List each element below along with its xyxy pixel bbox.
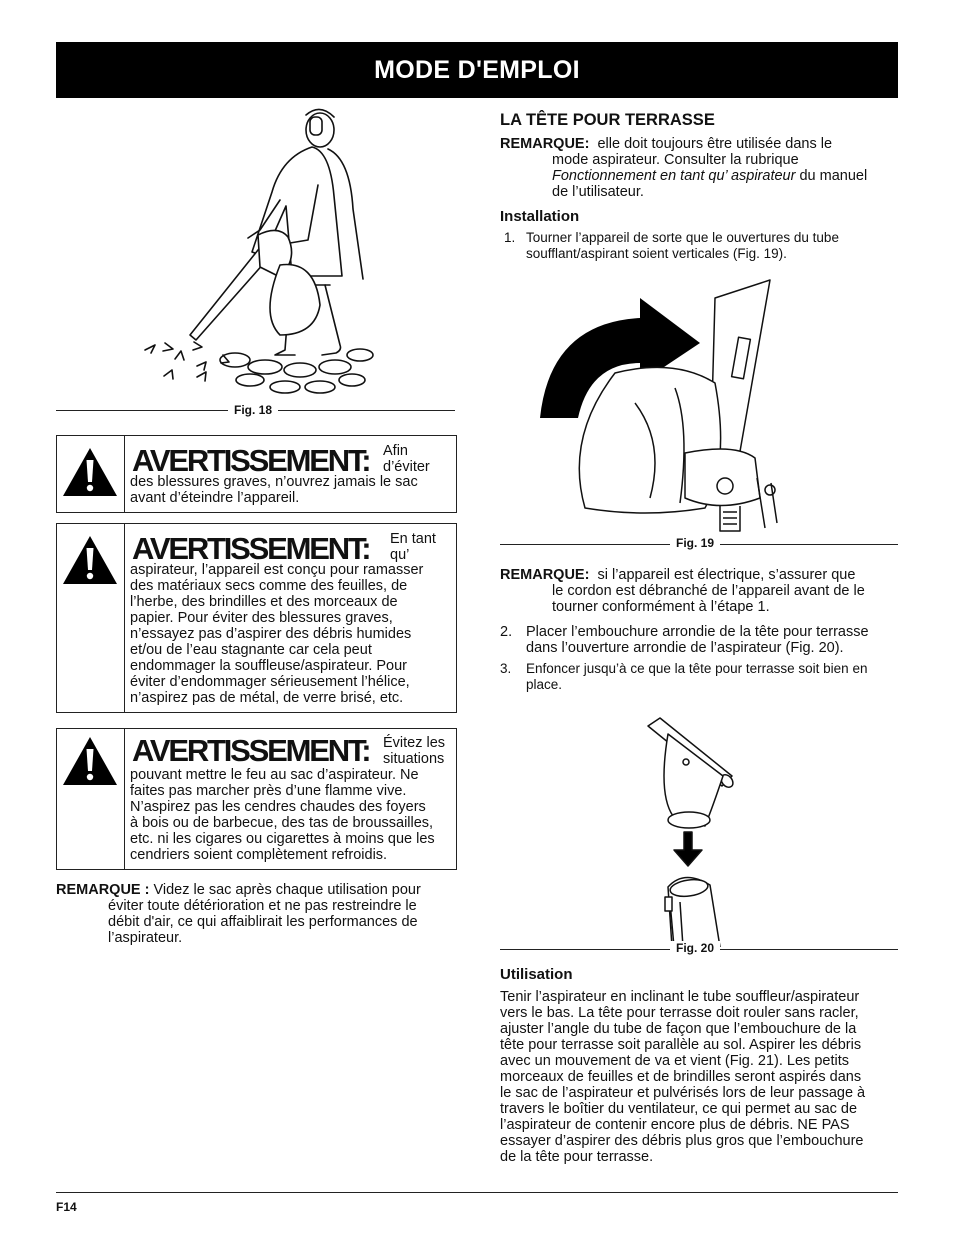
installation-heading: Installation xyxy=(500,208,580,225)
warning-lead-1: Évitez les xyxy=(383,735,446,751)
step-number: 1. xyxy=(504,230,516,245)
warning-title: AVERTISSEMENT: xyxy=(132,733,370,768)
step-2: 2. Placer l’embouchure arrondie de la tête pour terrasse dans l’ouverture arrondie de l’aspirateur (Fig. 20). xyxy=(500,624,869,656)
warning-triangle-icon xyxy=(61,534,119,586)
step-1: 1. Tourner l’appareil de sorte que le ouvertures du tube soufflant/aspirant soient verticales (Fig. 19). xyxy=(504,230,839,261)
fig-18-illustration xyxy=(130,105,390,405)
warning-icon-cell xyxy=(57,729,125,869)
warning-lead-2: qu’ xyxy=(390,547,410,563)
page-header xyxy=(56,42,898,98)
fig-19-illustration xyxy=(535,278,795,538)
warning-icon-cell xyxy=(57,436,125,512)
warning-title: AVERTISSEMENT: xyxy=(132,443,370,478)
warning-lead-1: Afin xyxy=(383,443,408,459)
warning-body: aspirateur, l’appareil est conçu pour ramasser des matériaux secs comme des feuilles, de l’herbe, des brindilles et des morceaux de papier. Pour éviter des blessures graves, n’essayez pas d’aspirer des débris humides et/ou de l’eau stagnante car cela peut endommager la souffleuse/aspirateur. Pour éviter d’endommager sérieusement l’hélice, n’aspirez pas de métal, de verre brisé, etc. xyxy=(130,562,424,706)
step-number: 3. xyxy=(500,661,512,676)
footer-rule xyxy=(56,1192,898,1193)
warning-lead-1: En tant xyxy=(390,531,436,547)
warning-lead-2: situations xyxy=(383,751,445,767)
remarque-2: REMARQUE: si l’appareil est électrique, s’assurer que le cordon est débranché de l’appareil avant de le tourner conformément à l’étape 1. xyxy=(500,567,865,615)
fig-20-caption: Fig. 20 xyxy=(670,941,720,955)
warning-title: AVERTISSEMENT: xyxy=(132,531,370,566)
warning-box-3 xyxy=(56,728,457,870)
remarque-1: REMARQUE: elle doit toujours être utilisée dans le mode aspirateur. Consulter la rubrique Fonctionnement en tant qu’ aspirateur du manuel de l’utilisateur. xyxy=(500,136,868,200)
warning-lead-2: d’éviter xyxy=(383,459,430,475)
step-number: 2. xyxy=(500,624,513,640)
warning-body: des blessures graves, n’ouvrez jamais le sac avant d’éteindre l’appareil. xyxy=(130,474,418,506)
warning-triangle-icon xyxy=(61,446,119,498)
page-number: F14 xyxy=(56,1200,77,1214)
utilisation-paragraph: Tenir l’aspirateur en inclinant le tube souffleur/aspirateur vers le bas. La tête pour terrasse doit rouler sans racler, ajuster l’angle du tube de façon que l’embouchure de la tête pour terrasse soit parallèle au sol. Aspirer les débris avec un mouvement de va et vient (Fig. 21). Les petits morceaux de feuilles et de brindilles seront aspirés dans le sac de l’aspirateur et pulvérisés lors de leur passage à travers le boîtier du ventilateur, ce qui permet au sac de l’aspirateur de contenir encore plus de débris. NE PAS essayer d’aspirer des débris plus gros que l’embouchure de la tête pour terrasse. xyxy=(500,989,866,1165)
remarque-label: REMARQUE: xyxy=(500,136,590,152)
warning-box-2 xyxy=(56,523,457,713)
warning-triangle-icon xyxy=(61,735,119,787)
remarque-label: REMARQUE: xyxy=(500,567,590,583)
left-remarque: REMARQUE : Videz le sac après chaque utilisation pour éviter toute détérioration et ne pas restreindre le débit d'air, ce qui affaiblirait les performances de l’aspirateur. xyxy=(56,882,421,946)
fig-18-caption: Fig. 18 xyxy=(228,403,278,417)
section-title: LA TÊTE POUR TERRASSE xyxy=(500,111,715,129)
warning-icon-cell xyxy=(57,524,125,712)
fig-19-caption: Fig. 19 xyxy=(670,536,720,550)
remarque-label: REMARQUE : xyxy=(56,882,150,898)
fig-20-illustration xyxy=(640,712,740,947)
utilisation-heading: Utilisation xyxy=(500,966,573,983)
page-title: MODE D'EMPLOI xyxy=(374,56,580,84)
step-3: 3. Enfoncer jusqu’à ce que la tête pour terrasse soit bien en place. xyxy=(500,661,868,692)
warning-body: pouvant mettre le feu au sac d’aspirateur. Ne faites pas marcher près d’une flamme vive. N’aspirez pas les cendres chaudes des foyers à bois ou de barbecue, des tas de broussailles, etc. ni les cigares ou cigarettes à moins que les cendriers soient complètement refroidis. xyxy=(130,767,435,863)
warning-box-1 xyxy=(56,435,457,513)
